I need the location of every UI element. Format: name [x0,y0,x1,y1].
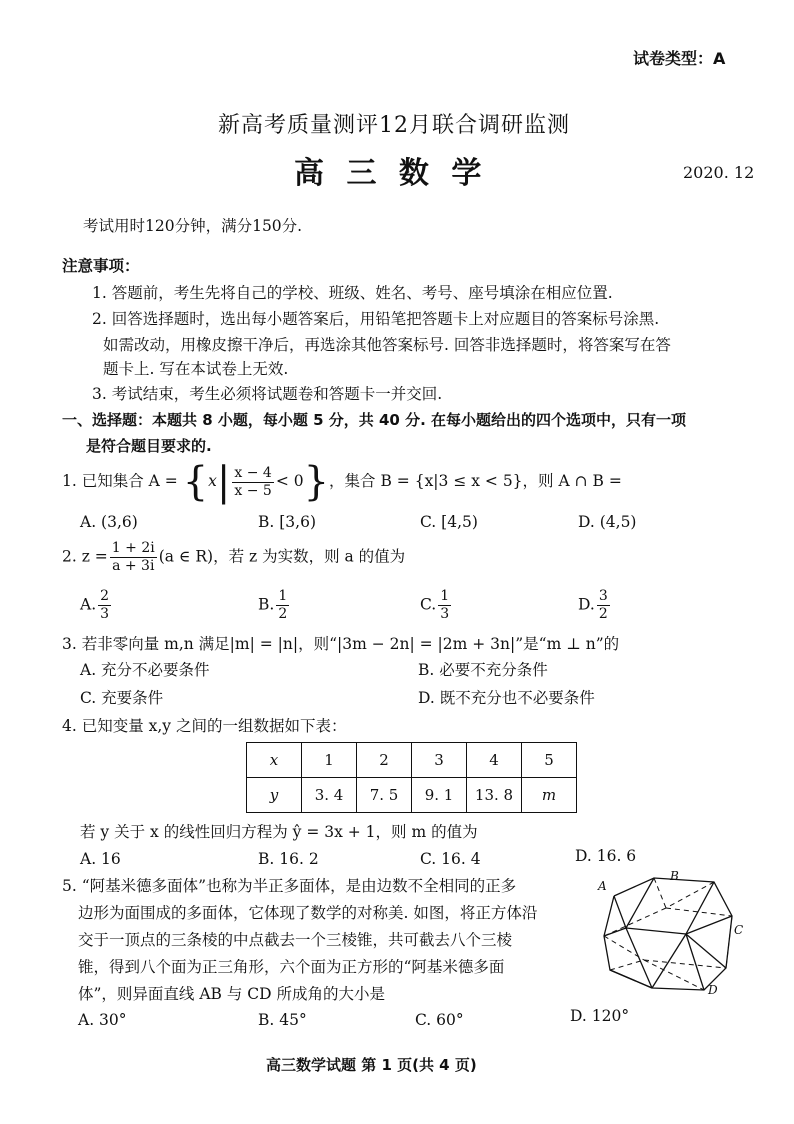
question-5-stem: 交于一顶点的三条棱的中点截去一个三棱锥，共可截去八个三棱 [78,931,513,949]
frac-num: 1 [440,588,450,604]
q3-option-d[interactable]: D. 既不充分也不必要条件 [418,689,595,707]
hidden-edge [654,878,666,908]
frac-den: 3 [440,606,450,622]
q2-option-c[interactable] [420,588,453,623]
q1-option-b[interactable]: B. [3,6) [258,513,316,531]
q2-frac-num: 1 + 2i [111,540,155,556]
frac-num: 3 [598,588,608,604]
q1-option-c[interactable]: C. [4,5) [420,513,478,531]
table-cell: m [522,778,577,813]
table-cell: 3 [412,743,467,778]
q2-option-d[interactable] [578,588,612,623]
q3-option-c[interactable]: C. 充要条件 [80,689,164,707]
q1-rest: ，集合 B = {x|3 ≤ x < 5}，则 A ∩ B = [329,472,622,490]
note-item: 2. 回答选择题时，选出每小题答案后，用铅笔把答题卡上对应题目的答案标号涂黑. [92,310,660,328]
notes-title: 注意事项： [62,257,140,275]
q1-option-d[interactable]: D. (4,5) [578,513,637,531]
brace-open: { [182,459,209,505]
frac-den: 3 [100,606,110,622]
edge [686,916,732,934]
q1-prefix: 1. 已知集合 A = [62,472,183,490]
q4-option-b[interactable]: B. 16. 2 [258,850,319,868]
q4-option-a[interactable]: A. 16 [80,850,121,868]
table-cell: 7. 5 [357,778,412,813]
paper-type: 试卷类型：A [633,49,726,68]
q2-fraction [110,540,157,575]
table-cell: 2 [357,743,412,778]
table-row [247,778,577,813]
section-header-cont: 是符合题目要求的. [86,437,212,455]
polyhedron-figure [596,868,746,998]
q3-option-b[interactable]: B. 必要不充分条件 [418,661,548,679]
question-5-stem: 边形为面围成的多面体，它体现了数学的对称美. 如图，将正方体沿 [78,904,538,922]
edge [686,882,714,934]
brace-close: } [303,459,330,505]
hidden-edge [644,960,726,968]
question-1-stem [62,459,622,505]
hidden-edge [604,936,644,960]
option-fraction [276,588,289,623]
label-a: A [598,879,607,893]
edge [626,878,654,928]
page-footer: 高三数学试题 第 1 页(共 4 页) [266,1056,477,1074]
frac-den: 2 [598,606,608,622]
q2-prefix: 2. z = [62,547,108,566]
note-item: 1. 答题前，考生先将自己的学校、班级、姓名、考号、座号填涂在相应位置. [92,284,613,302]
q1-fraction [232,465,273,500]
option-fraction [98,588,111,623]
q1-set-var: x [208,472,217,490]
q2-option-b[interactable] [258,588,291,623]
table-cell: 4 [467,743,522,778]
q4-option-d[interactable]: D. 16. 6 [575,847,637,865]
label-b: B [670,869,679,883]
table-cell: 13. 8 [467,778,522,813]
note-item: 如需改动，用橡皮擦干净后，再选涂其他答案标号. 回答非选择题时，将答案写在答 [103,336,671,354]
data-table [246,742,577,813]
outer-edge [604,878,732,990]
option-label: B. [258,595,275,614]
option-fraction [597,588,610,623]
option-label: D. [578,595,595,614]
section-header: 一、选择题：本题共 8 小题，每小题 5 分，共 40 分. 在每小题给出的四个选项中，只有一项 [62,411,687,429]
question-5-stem: 5. “阿基米德多面体”也称为半正多面体，是由边数不全相同的正多 [62,877,517,895]
option-fraction [438,588,451,623]
q3-option-a[interactable]: A. 充分不必要条件 [80,661,210,679]
q2-rest: (a ∈ R)，若 z 为实数，则 a 的值为 [158,547,406,566]
question-5-stem: 体”，则异面直线 AB 与 CD 所成角的大小是 [78,985,386,1003]
q1-ineq: < 0 [275,472,304,490]
table-cell: y [247,778,302,813]
table-row [247,743,577,778]
q2-option-a[interactable] [80,588,113,623]
q2-frac-den: a + 3i [112,558,155,574]
exam-name: 新高考质量测评12月联合调研监测 [218,113,570,138]
bar: | [216,459,231,505]
q1-frac-den: x − 5 [234,482,272,499]
question-3-stem: 3. 若非零向量 m,n 满足|m| = |n|，则“|3m − 2n| = |2m + 3n|”是“m ⊥ n”的 [62,635,620,653]
label-d: D [708,983,718,997]
edge [614,896,626,928]
table-cell: x [247,743,302,778]
frac-num: 2 [100,588,110,604]
question-5-stem: 锥，得到八个面为正三角形，六个面为正方形的“阿基米德多面 [78,958,505,976]
table-cell: 3. 4 [302,778,357,813]
q4-condition: 若 y 关于 x 的线性回归方程为 ŷ = 3x + 1，则 m 的值为 [80,823,478,841]
page-title: 高 三 数 学 [294,156,488,191]
q5-option-d[interactable]: D. 120° [570,1007,630,1025]
label-c: C [734,923,744,937]
table-cell: 5 [522,743,577,778]
question-4-stem: 4. 已知变量 x,y 之间的一组数据如下表： [62,717,347,735]
q5-option-b[interactable]: B. 45° [258,1011,307,1029]
option-label: C. [420,595,437,614]
table-cell: 1 [302,743,357,778]
duration-info: 考试用时120分钟，满分150分. [83,217,303,235]
frac-num: 1 [278,588,288,604]
q5-option-a[interactable]: A. 30° [78,1011,127,1029]
q5-option-c[interactable]: C. 60° [415,1011,464,1029]
exam-date: 2020. 12 [683,163,755,182]
q1-option-a[interactable]: A. (3,6) [80,513,138,531]
hidden-edge [610,960,644,970]
q1-frac-num: x − 4 [234,464,272,481]
table-cell: 9. 1 [412,778,467,813]
q4-option-c[interactable]: C. 16. 4 [420,850,481,868]
note-item: 3. 考试结束，考生必须将试题卷和答题卡一并交回. [92,385,443,403]
edge [626,928,686,934]
option-label: A. [80,595,97,614]
question-2-stem [62,540,405,575]
frac-den: 2 [278,606,288,622]
note-item: 题卡上. 写在本试卷上无效. [103,360,289,378]
